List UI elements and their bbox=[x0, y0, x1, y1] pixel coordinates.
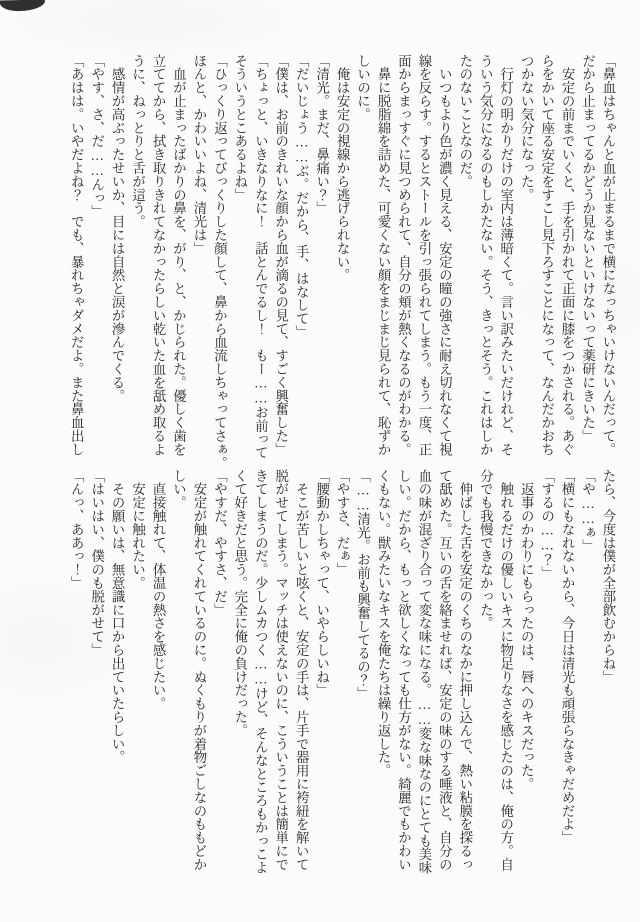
upper-text-block bbox=[66, 54, 618, 470]
text-column: いつもより色が濃く見える、安定の瞳の強さに耐え切れなくて視 bbox=[437, 54, 453, 456]
text-column: 伸ばした舌を安定のくちのなかに押し込んで、熱い粘膜を探るっ bbox=[457, 469, 473, 871]
text-column: 「やすだ、やすさ、だ」 bbox=[212, 469, 228, 617]
text-column: つかない気分になった。 bbox=[519, 54, 535, 202]
text-column: 感情が高ぶったせいか、目には自然と涙が滲んでくる。 bbox=[110, 54, 126, 403]
text-column: 安定が触れてくれているのに。ぬくもりが着物ごしなのももどか bbox=[191, 469, 207, 871]
text-column: ほんと、かわいいよね、清光は」 bbox=[191, 54, 207, 255]
text-column: 分でも我慢できなかった。 bbox=[478, 469, 494, 630]
text-column: うに、ねっとりと舌が這う。 bbox=[130, 54, 146, 229]
text-column: 立ててから、拭き取りきれてなかったらしい乾いた血を舐め取るよ bbox=[151, 54, 167, 456]
text-column: 「や……ぁ」 bbox=[580, 469, 596, 553]
lower-text-block bbox=[66, 469, 618, 873]
text-column: しい。 bbox=[171, 469, 187, 510]
text-column: らをかいて座る安定をすこし見下ろすことになって、なんだかおち bbox=[539, 54, 555, 456]
text-column: しい。だから、もっと欲しくなっても仕方がない。綺麗でもかわい bbox=[396, 469, 412, 871]
text-column: たら、今度は僕が全部飲むからね」 bbox=[601, 469, 616, 684]
text-column: 「ちょっと、いきなりなに！ 話とんでるし！ もー……お前って bbox=[253, 54, 269, 460]
text-column: そこが苦しいと呟くと、安定の手は、片手で器用に袴紐を解いて bbox=[294, 469, 310, 871]
text-column: 「はいはい、僕のも脱がせて」 bbox=[89, 469, 105, 657]
text-column: 「僕は、お前のきれいな顔から血が滴るの見て、すごく興奮した」 bbox=[273, 54, 289, 456]
text-column: ういう気分になるのもしかたない。そう、きっとそう。これはしか bbox=[478, 54, 494, 456]
text-column: 「やすさ、だぁ」 bbox=[335, 469, 351, 577]
text-column: きてしまうのだ。少しムカつく……けど、そんなところもかっこよ bbox=[253, 469, 269, 875]
text-column: 「やす、さ、だ……んっ」 bbox=[89, 54, 105, 218]
text-column: 「ひっくり返ってびっくりした顔して、鼻から血流しちゃってさぁ。 bbox=[212, 54, 228, 470]
text-column: 「鼻血はちゃんと血が止まるまで横になっちゃいけないんだって。 bbox=[601, 54, 616, 456]
text-column: 「するの……？」 bbox=[539, 469, 555, 580]
text-column: 脱がせてしまう。マッチは使えないのに、こういうことは簡単にで bbox=[273, 469, 289, 871]
text-column: 俺は安定の視線から逃げられない。 bbox=[335, 54, 351, 282]
text-column: 「んっ、ああっ！」 bbox=[69, 469, 85, 590]
text-column: 触れるだけの優しいキスに物足りなさを感じたのは、俺の方。自 bbox=[498, 469, 514, 871]
text-column: 「だいじょう……ぶ。だから、手、はなして」 bbox=[294, 54, 310, 339]
text-column: 安定に触れたい。 bbox=[130, 469, 146, 590]
text-column: 行灯の明かりだけの室内は薄暗くて。言い訳みたいだけれど、そ bbox=[498, 54, 514, 456]
text-column: 「……清光。お前も興奮してるの？」 bbox=[355, 469, 371, 700]
text-column: 「腰動かしちゃって、いやらしいね」 bbox=[314, 469, 330, 697]
text-column: 直接触れて、体温の熱さを感じたい。 bbox=[151, 469, 167, 711]
text-column: 線を反らす。するとストールを引っ張られてしまう。もう一度、正 bbox=[416, 54, 432, 456]
text-column: 血の味が混ざり合って変な味になる。……変な味なのにとても美味 bbox=[416, 469, 432, 875]
text-column: 面からまっすぐに見つめられて、自分の頬が熱くなるのがわかる。 bbox=[396, 54, 412, 456]
text-column: たのないことなのだ。 bbox=[457, 54, 473, 188]
text-column: くて好きだと思う。完全に俺の負けだった。 bbox=[232, 469, 248, 737]
ink-smudge bbox=[0, 0, 45, 11]
text-column: しいのに。 bbox=[355, 54, 371, 121]
text-column: だから止まってるかどうか見ないといけないって薬研にきいた」 bbox=[580, 54, 596, 443]
text-column: 安定の前までいくと、手を引かれて正面に膝をつかされる。あぐ bbox=[560, 54, 576, 456]
text-column: 鼻に脱脂綿を詰めた、可愛くない顔をまじまじ見られて、恥ずか bbox=[376, 54, 392, 456]
text-column: 返事のかわりにもらったのは、唇へのキスだった。 bbox=[519, 469, 535, 791]
text-column: 「横にもなれないから、今日は清光も頑張らなきゃだめだよ」 bbox=[560, 469, 576, 845]
text-column: その願いは、無意識に口から出ていたらしい。 bbox=[110, 469, 126, 764]
text-column: て舐めた。互いの舌を絡ませれば、安定の味のする唾液と、自分の bbox=[437, 469, 453, 871]
text-column: 「清光。まだ、鼻痛い？」 bbox=[314, 54, 330, 215]
text-column: 血が止まったばかりの鼻を、がり、と、かじられた。優しく歯を bbox=[171, 54, 187, 456]
text-column: そういうとこあるよね」 bbox=[232, 54, 248, 202]
text-column: 「あはは。いやだよね？ でも、暴れちゃダメだよ。また鼻血出し bbox=[69, 54, 85, 456]
text-column: くもない。獣みたいなキスを俺たちは繰り返した。 bbox=[376, 469, 392, 778]
